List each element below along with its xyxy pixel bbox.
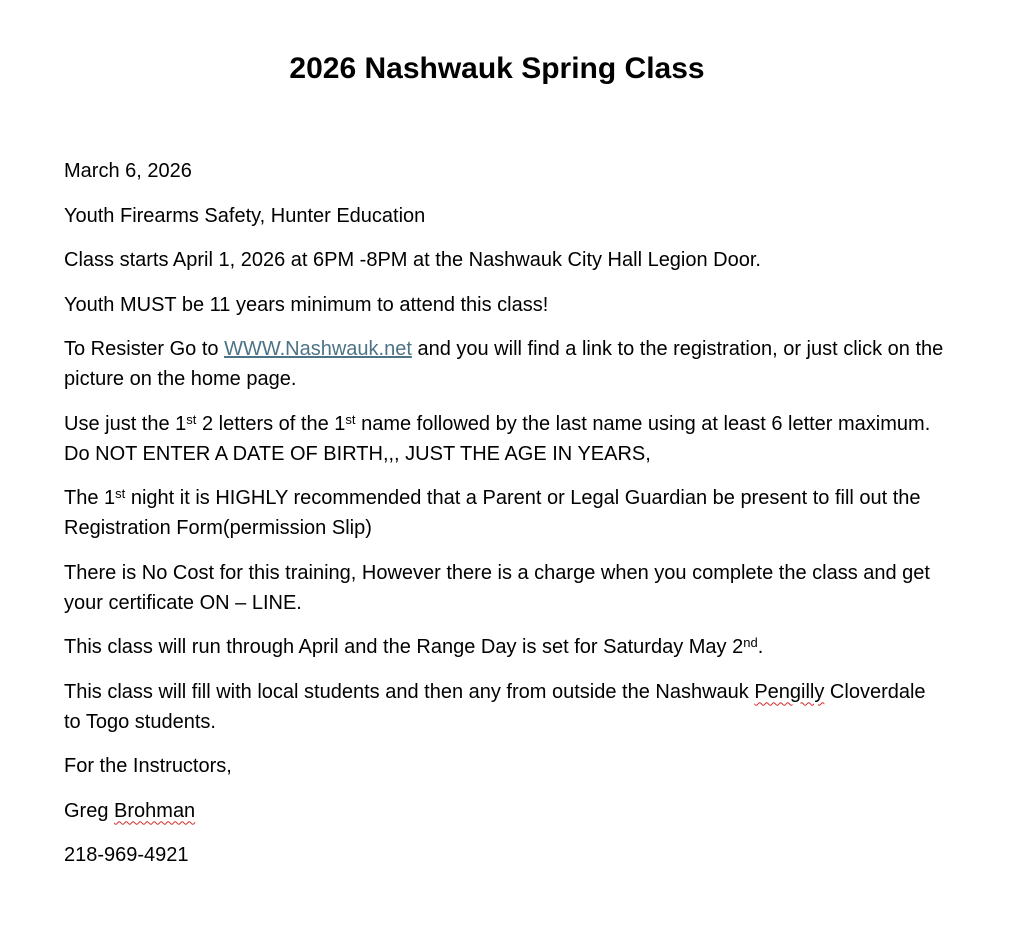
closing-line: For the Instructors, xyxy=(64,755,232,777)
ordinal-superscript: st xyxy=(345,411,356,427)
document-body xyxy=(64,156,944,885)
signature-line xyxy=(64,796,944,826)
range-day-text-2: . xyxy=(757,636,764,658)
range-day-text-1: This class will run through April and the Range Day is set for Saturday May 2 xyxy=(64,636,744,658)
ordinal-superscript: st xyxy=(115,486,126,501)
fill-text-2: Cloverdale to Togo students. xyxy=(64,680,926,733)
first-night-paragraph xyxy=(64,483,944,543)
username-rule-text-3: name followed by the last name using at least 6 letter maximum. Do NOT ENTER A DATE OF BIRTH,,, JUST THE AGE IN YEARS, xyxy=(64,412,931,465)
username-rule-text-1: Use just the 1 xyxy=(64,412,187,435)
username-rule-paragraph xyxy=(64,409,944,469)
ordinal-superscript: nd xyxy=(743,635,758,650)
class-start-line: Class starts April 1, 2026 at 6PM -8PM at the Nashwauk City Hall Legion Door. xyxy=(64,249,761,271)
fill-text-1: This class will fill with local students and then any from outside the Nashwauk xyxy=(64,680,755,703)
first-night-text-1: The 1 xyxy=(64,487,116,509)
nashwauk-website-link[interactable]: WWW.Nashwauk.net xyxy=(224,338,412,360)
signature-first-name: Greg xyxy=(64,799,115,822)
fill-paragraph xyxy=(64,677,944,737)
phone-line: 218-969-4921 xyxy=(64,844,189,866)
register-text-after: and you will find a link to the registration, or just click on the picture on the home page. xyxy=(64,338,944,390)
range-day-paragraph xyxy=(64,632,944,662)
first-night-text-2: night it is HIGHLY recommended that a Parent or Legal Guardian be present to fill out the Registration Form(permission Slip) xyxy=(64,487,921,539)
register-paragraph xyxy=(64,334,944,394)
username-rule-text-2: 2 letters of the 1 xyxy=(196,412,346,435)
register-text-before: To Resister Go to xyxy=(64,338,225,360)
cost-paragraph: There is No Cost for this training, However there is a charge when you complete the class and get your certificate ON – LINE. xyxy=(64,561,930,614)
course-line: Youth Firearms Safety, Hunter Education xyxy=(64,204,426,227)
ordinal-superscript: st xyxy=(186,411,197,427)
age-requirement-line: Youth MUST be 11 years minimum to attend this class! xyxy=(64,293,549,316)
date-line: March 6, 2026 xyxy=(64,160,192,182)
document-title: 2026 Nashwauk Spring Class xyxy=(289,52,705,85)
spellcheck-flagged-word[interactable]: Pengilly xyxy=(754,680,825,703)
signature-last-name[interactable]: Brohman xyxy=(114,799,196,822)
